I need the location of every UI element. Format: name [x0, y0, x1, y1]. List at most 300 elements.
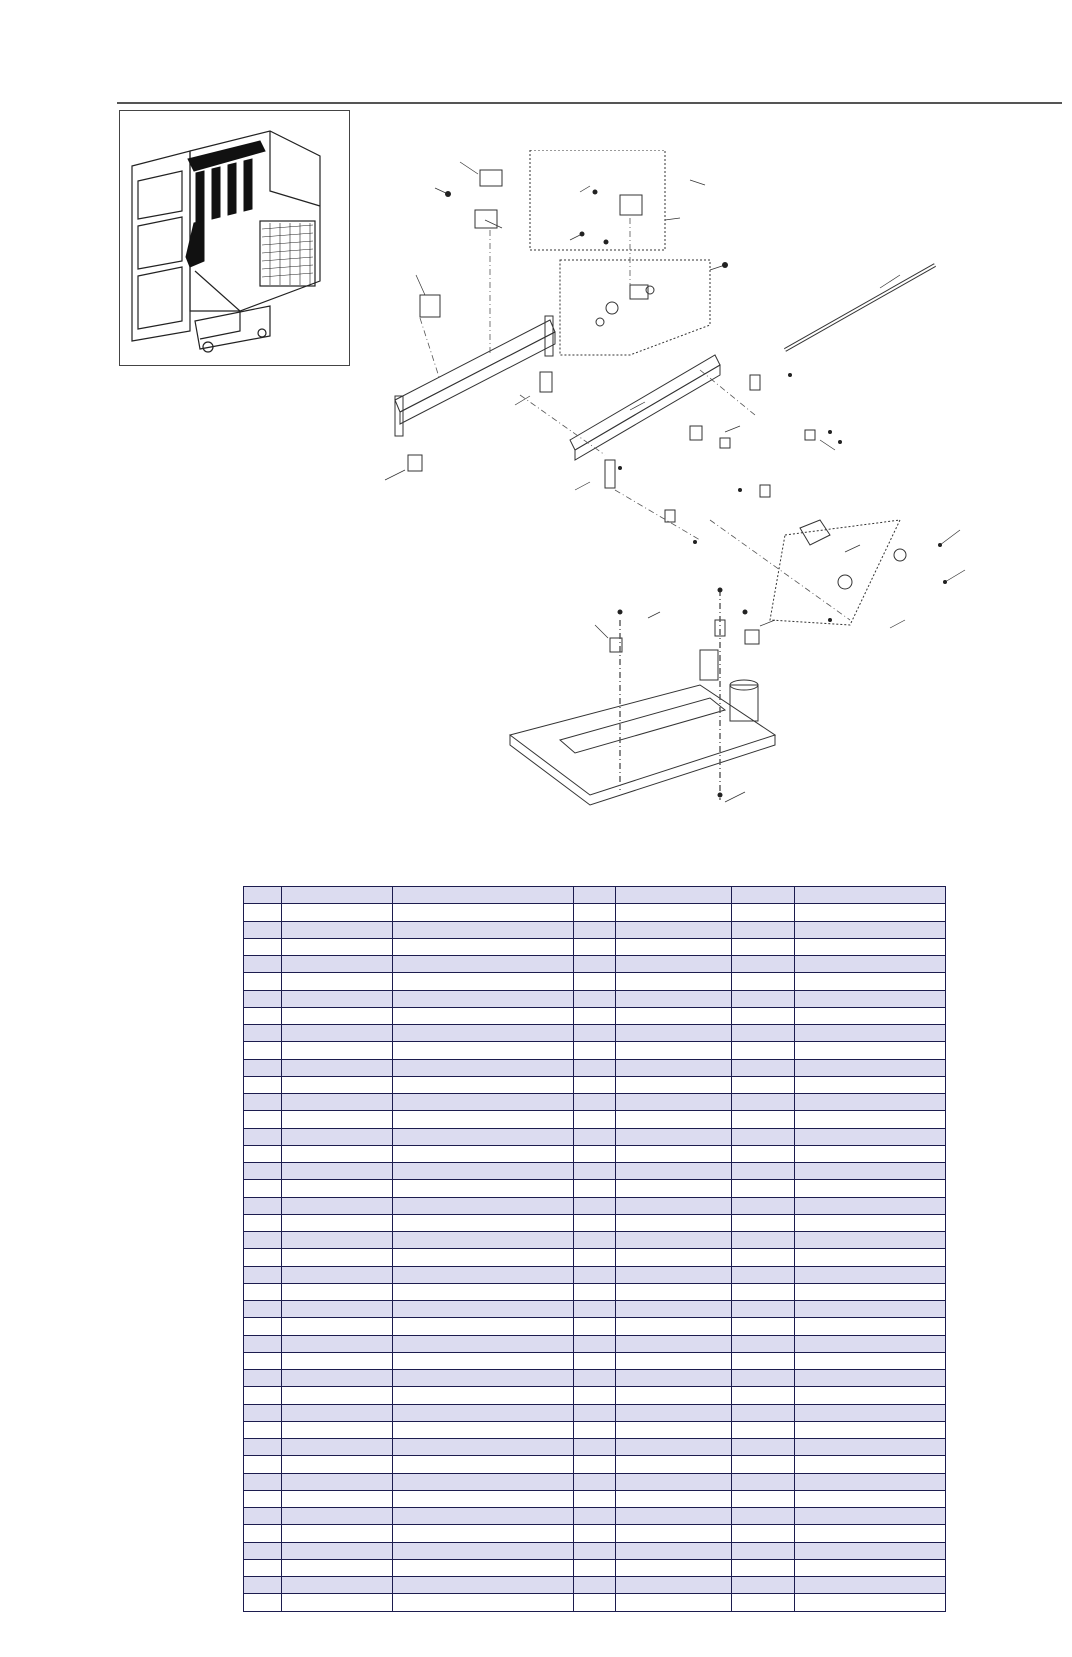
table-cell — [393, 887, 574, 904]
table-cell — [616, 904, 732, 921]
table-cell — [244, 1387, 282, 1404]
table-cell — [616, 1335, 732, 1352]
table-cell — [574, 1439, 616, 1456]
table-cell — [574, 1301, 616, 1318]
table-row — [244, 1370, 946, 1387]
table-row — [244, 1301, 946, 1318]
table-cell — [795, 1318, 946, 1335]
table-cell — [732, 1111, 795, 1128]
table-cell — [282, 1301, 393, 1318]
table-cell — [244, 1059, 282, 1076]
table-cell — [282, 1490, 393, 1507]
table-cell — [795, 1439, 946, 1456]
table-cell — [393, 1594, 574, 1611]
table-cell — [282, 1577, 393, 1594]
table-cell — [616, 1559, 732, 1576]
table-cell — [732, 887, 795, 904]
table-cell — [393, 973, 574, 990]
table-row — [244, 1404, 946, 1421]
table-cell — [574, 904, 616, 921]
table-cell — [244, 1163, 282, 1180]
table-cell — [616, 1439, 732, 1456]
table-cell — [574, 1266, 616, 1283]
table-cell — [795, 1042, 946, 1059]
table-cell — [616, 1059, 732, 1076]
table-cell — [795, 1197, 946, 1214]
table-row — [244, 1197, 946, 1214]
table-cell — [732, 1163, 795, 1180]
table-cell — [795, 1301, 946, 1318]
table-cell — [282, 1007, 393, 1024]
table-cell — [732, 1542, 795, 1559]
table-cell — [574, 1180, 616, 1197]
table-cell — [393, 1525, 574, 1542]
table-cell — [282, 1473, 393, 1490]
table-cell — [574, 1577, 616, 1594]
table-cell — [795, 1283, 946, 1300]
table-row — [244, 1387, 946, 1404]
table-cell — [732, 938, 795, 955]
table-cell — [244, 1421, 282, 1438]
table-row — [244, 1094, 946, 1111]
table-cell — [616, 1370, 732, 1387]
table-cell — [616, 1180, 732, 1197]
table-cell — [574, 1076, 616, 1093]
table-cell — [282, 1594, 393, 1611]
table-cell — [393, 990, 574, 1007]
table-cell — [732, 1249, 795, 1266]
table-cell — [244, 1594, 282, 1611]
table-cell — [574, 1508, 616, 1525]
table-cell — [616, 887, 732, 904]
table-cell — [244, 1007, 282, 1024]
table-row — [244, 1318, 946, 1335]
table-cell — [795, 1421, 946, 1438]
table-cell — [282, 1542, 393, 1559]
table-cell — [244, 990, 282, 1007]
table-cell — [732, 1180, 795, 1197]
table-cell — [393, 1025, 574, 1042]
table-row — [244, 1456, 946, 1473]
table-cell — [616, 1042, 732, 1059]
table-cell — [393, 1007, 574, 1024]
table-cell — [282, 1318, 393, 1335]
table-cell — [393, 1059, 574, 1076]
table-cell — [616, 1421, 732, 1438]
table-cell — [616, 1404, 732, 1421]
table-cell — [574, 1042, 616, 1059]
table-cell — [616, 956, 732, 973]
table-cell — [393, 1232, 574, 1249]
table-cell — [795, 1335, 946, 1352]
table-cell — [732, 1232, 795, 1249]
table-cell — [616, 1145, 732, 1162]
table-cell — [732, 1094, 795, 1111]
table-cell — [393, 1404, 574, 1421]
table-cell — [795, 973, 946, 990]
table-cell — [282, 1249, 393, 1266]
table-header-row — [244, 887, 946, 904]
table-cell — [732, 1594, 795, 1611]
table-cell — [393, 1473, 574, 1490]
table-cell — [795, 887, 946, 904]
table-cell — [282, 1387, 393, 1404]
table-cell — [732, 1318, 795, 1335]
table-cell — [393, 1163, 574, 1180]
table-cell — [282, 1197, 393, 1214]
table-cell — [616, 1490, 732, 1507]
table-row — [244, 1249, 946, 1266]
table-cell — [244, 1370, 282, 1387]
table-cell — [574, 1352, 616, 1369]
table-cell — [574, 1387, 616, 1404]
table-cell — [244, 1456, 282, 1473]
table-cell — [244, 1404, 282, 1421]
table-cell — [616, 1128, 732, 1145]
table-cell — [732, 1490, 795, 1507]
table-cell — [795, 1370, 946, 1387]
table-cell — [393, 1335, 574, 1352]
table-row — [244, 956, 946, 973]
table-cell — [732, 1128, 795, 1145]
table-cell — [244, 973, 282, 990]
table-cell — [616, 1283, 732, 1300]
table-cell — [732, 1059, 795, 1076]
table-cell — [244, 1042, 282, 1059]
table-cell — [616, 1301, 732, 1318]
table-cell — [732, 1404, 795, 1421]
table-cell — [574, 1214, 616, 1231]
table-cell — [393, 1387, 574, 1404]
table-cell — [574, 1559, 616, 1576]
table-cell — [282, 1214, 393, 1231]
table-cell — [732, 921, 795, 938]
table-cell — [795, 1180, 946, 1197]
table-cell — [732, 1007, 795, 1024]
table-cell — [244, 1197, 282, 1214]
table-cell — [282, 938, 393, 955]
parts-table-body — [244, 887, 946, 1612]
table-cell — [732, 1456, 795, 1473]
table-cell — [616, 1111, 732, 1128]
table-cell — [244, 1508, 282, 1525]
table-cell — [244, 1490, 282, 1507]
table-cell — [616, 1456, 732, 1473]
table-row — [244, 904, 946, 921]
table-row — [244, 1335, 946, 1352]
table-cell — [795, 1404, 946, 1421]
table-cell — [616, 1266, 732, 1283]
table-row — [244, 1042, 946, 1059]
table-row — [244, 990, 946, 1007]
table-cell — [732, 1370, 795, 1387]
table-cell — [574, 1197, 616, 1214]
table-cell — [616, 1214, 732, 1231]
table-cell — [574, 1542, 616, 1559]
table-cell — [282, 904, 393, 921]
table-cell — [574, 1232, 616, 1249]
table-row — [244, 1025, 946, 1042]
table-cell — [732, 990, 795, 1007]
table-cell — [732, 1301, 795, 1318]
table-cell — [574, 1025, 616, 1042]
table-cell — [795, 921, 946, 938]
table-cell — [732, 904, 795, 921]
table-cell — [616, 1197, 732, 1214]
table-cell — [282, 1283, 393, 1300]
table-cell — [393, 1111, 574, 1128]
table-cell — [732, 1197, 795, 1214]
table-cell — [282, 973, 393, 990]
table-cell — [282, 1145, 393, 1162]
table-cell — [732, 1352, 795, 1369]
table-cell — [282, 1128, 393, 1145]
table-cell — [393, 1577, 574, 1594]
table-cell — [393, 904, 574, 921]
table-cell — [282, 1180, 393, 1197]
table-cell — [732, 1473, 795, 1490]
table-cell — [616, 990, 732, 1007]
table-row — [244, 1266, 946, 1283]
exploded-parts-diagram — [380, 150, 980, 870]
table-cell — [732, 1042, 795, 1059]
table-cell — [282, 1525, 393, 1542]
table-cell — [393, 921, 574, 938]
table-cell — [574, 1473, 616, 1490]
table-cell — [574, 1145, 616, 1162]
table-cell — [574, 887, 616, 904]
table-cell — [393, 1145, 574, 1162]
table-cell — [574, 956, 616, 973]
table-cell — [616, 973, 732, 990]
table-cell — [393, 1490, 574, 1507]
table-cell — [244, 921, 282, 938]
table-cell — [616, 1318, 732, 1335]
machine-overview-illustration — [120, 111, 349, 365]
table-cell — [795, 990, 946, 1007]
table-cell — [244, 1473, 282, 1490]
table-cell — [282, 1508, 393, 1525]
table-cell — [795, 1076, 946, 1093]
table-cell — [244, 1214, 282, 1231]
table-cell — [282, 1076, 393, 1093]
table-row — [244, 1525, 946, 1542]
table-cell — [393, 1197, 574, 1214]
table-cell — [732, 1335, 795, 1352]
table-cell — [616, 1594, 732, 1611]
table-cell — [244, 1128, 282, 1145]
table-cell — [282, 956, 393, 973]
table-cell — [393, 1318, 574, 1335]
table-cell — [282, 1421, 393, 1438]
table-cell — [282, 1042, 393, 1059]
table-cell — [244, 1352, 282, 1369]
table-cell — [795, 1249, 946, 1266]
table-cell — [244, 1180, 282, 1197]
table-row — [244, 1421, 946, 1438]
table-cell — [732, 956, 795, 973]
table-cell — [282, 1266, 393, 1283]
table-cell — [393, 1180, 574, 1197]
table-cell — [616, 1076, 732, 1093]
table-cell — [574, 1370, 616, 1387]
table-row — [244, 1473, 946, 1490]
table-cell — [282, 1025, 393, 1042]
table-cell — [282, 990, 393, 1007]
table-cell — [795, 1473, 946, 1490]
table-cell — [393, 1542, 574, 1559]
table-cell — [616, 1025, 732, 1042]
table-cell — [244, 938, 282, 955]
table-cell — [616, 1525, 732, 1542]
table-cell — [616, 1473, 732, 1490]
table-row — [244, 1111, 946, 1128]
table-cell — [393, 1352, 574, 1369]
table-row — [244, 1508, 946, 1525]
table-cell — [732, 1214, 795, 1231]
table-cell — [616, 1352, 732, 1369]
table-cell — [244, 1094, 282, 1111]
table-cell — [244, 1266, 282, 1283]
table-cell — [574, 1128, 616, 1145]
table-cell — [795, 1111, 946, 1128]
table-cell — [795, 1577, 946, 1594]
table-cell — [393, 1094, 574, 1111]
table-cell — [732, 973, 795, 990]
table-row — [244, 938, 946, 955]
table-row — [244, 1076, 946, 1093]
table-cell — [282, 1559, 393, 1576]
table-cell — [574, 1421, 616, 1438]
table-cell — [616, 1163, 732, 1180]
table-row — [244, 1594, 946, 1611]
table-cell — [574, 1335, 616, 1352]
table-cell — [732, 1508, 795, 1525]
header-rule — [117, 102, 1062, 104]
table-row — [244, 1128, 946, 1145]
table-cell — [574, 938, 616, 955]
table-cell — [393, 956, 574, 973]
table-row — [244, 1059, 946, 1076]
table-cell — [282, 887, 393, 904]
table-row — [244, 973, 946, 990]
table-cell — [393, 1283, 574, 1300]
table-cell — [244, 956, 282, 973]
table-row — [244, 1542, 946, 1559]
table-cell — [393, 1301, 574, 1318]
table-cell — [393, 1249, 574, 1266]
table-cell — [616, 1542, 732, 1559]
table-cell — [795, 1128, 946, 1145]
table-cell — [616, 1007, 732, 1024]
table-cell — [244, 1111, 282, 1128]
table-cell — [732, 1266, 795, 1283]
table-row — [244, 1283, 946, 1300]
table-cell — [393, 1559, 574, 1576]
table-row — [244, 1180, 946, 1197]
table-cell — [282, 1163, 393, 1180]
table-cell — [244, 1025, 282, 1042]
table-cell — [393, 1076, 574, 1093]
table-cell — [244, 1559, 282, 1576]
table-row — [244, 1439, 946, 1456]
table-cell — [616, 1577, 732, 1594]
table-cell — [795, 938, 946, 955]
parts-list-table — [243, 886, 946, 1612]
table-cell — [795, 1508, 946, 1525]
table-cell — [795, 1559, 946, 1576]
table-cell — [244, 1232, 282, 1249]
table-cell — [244, 1542, 282, 1559]
table-cell — [795, 1059, 946, 1076]
table-cell — [244, 1577, 282, 1594]
table-cell — [574, 1094, 616, 1111]
table-cell — [282, 1439, 393, 1456]
table-row — [244, 1163, 946, 1180]
table-cell — [616, 1249, 732, 1266]
table-cell — [393, 938, 574, 955]
table-cell — [732, 1421, 795, 1438]
table-row — [244, 1232, 946, 1249]
table-cell — [795, 1232, 946, 1249]
table-cell — [795, 1352, 946, 1369]
table-cell — [282, 1370, 393, 1387]
table-cell — [244, 1301, 282, 1318]
table-cell — [393, 1214, 574, 1231]
table-cell — [732, 1076, 795, 1093]
table-cell — [795, 1594, 946, 1611]
table-cell — [393, 1439, 574, 1456]
table-cell — [574, 1456, 616, 1473]
table-cell — [732, 1387, 795, 1404]
table-cell — [574, 1059, 616, 1076]
table-cell — [282, 921, 393, 938]
table-cell — [574, 1525, 616, 1542]
table-cell — [574, 1318, 616, 1335]
table-cell — [795, 1163, 946, 1180]
table-cell — [732, 1559, 795, 1576]
table-cell — [244, 1249, 282, 1266]
table-cell — [244, 887, 282, 904]
table-cell — [282, 1059, 393, 1076]
table-cell — [282, 1352, 393, 1369]
table-cell — [732, 1439, 795, 1456]
table-cell — [393, 1508, 574, 1525]
table-row — [244, 1007, 946, 1024]
table-cell — [393, 1042, 574, 1059]
table-cell — [244, 1283, 282, 1300]
table-cell — [244, 1145, 282, 1162]
table-cell — [574, 1490, 616, 1507]
table-cell — [393, 1370, 574, 1387]
table-cell — [795, 1542, 946, 1559]
table-cell — [244, 1335, 282, 1352]
table-cell — [393, 1456, 574, 1473]
table-row — [244, 1145, 946, 1162]
table-cell — [732, 1145, 795, 1162]
table-cell — [282, 1232, 393, 1249]
table-cell — [282, 1404, 393, 1421]
table-cell — [574, 973, 616, 990]
table-cell — [393, 1421, 574, 1438]
table-row — [244, 1490, 946, 1507]
table-row — [244, 1559, 946, 1576]
table-cell — [795, 1145, 946, 1162]
table-cell — [574, 921, 616, 938]
table-cell — [574, 1163, 616, 1180]
table-cell — [574, 1249, 616, 1266]
table-cell — [795, 956, 946, 973]
